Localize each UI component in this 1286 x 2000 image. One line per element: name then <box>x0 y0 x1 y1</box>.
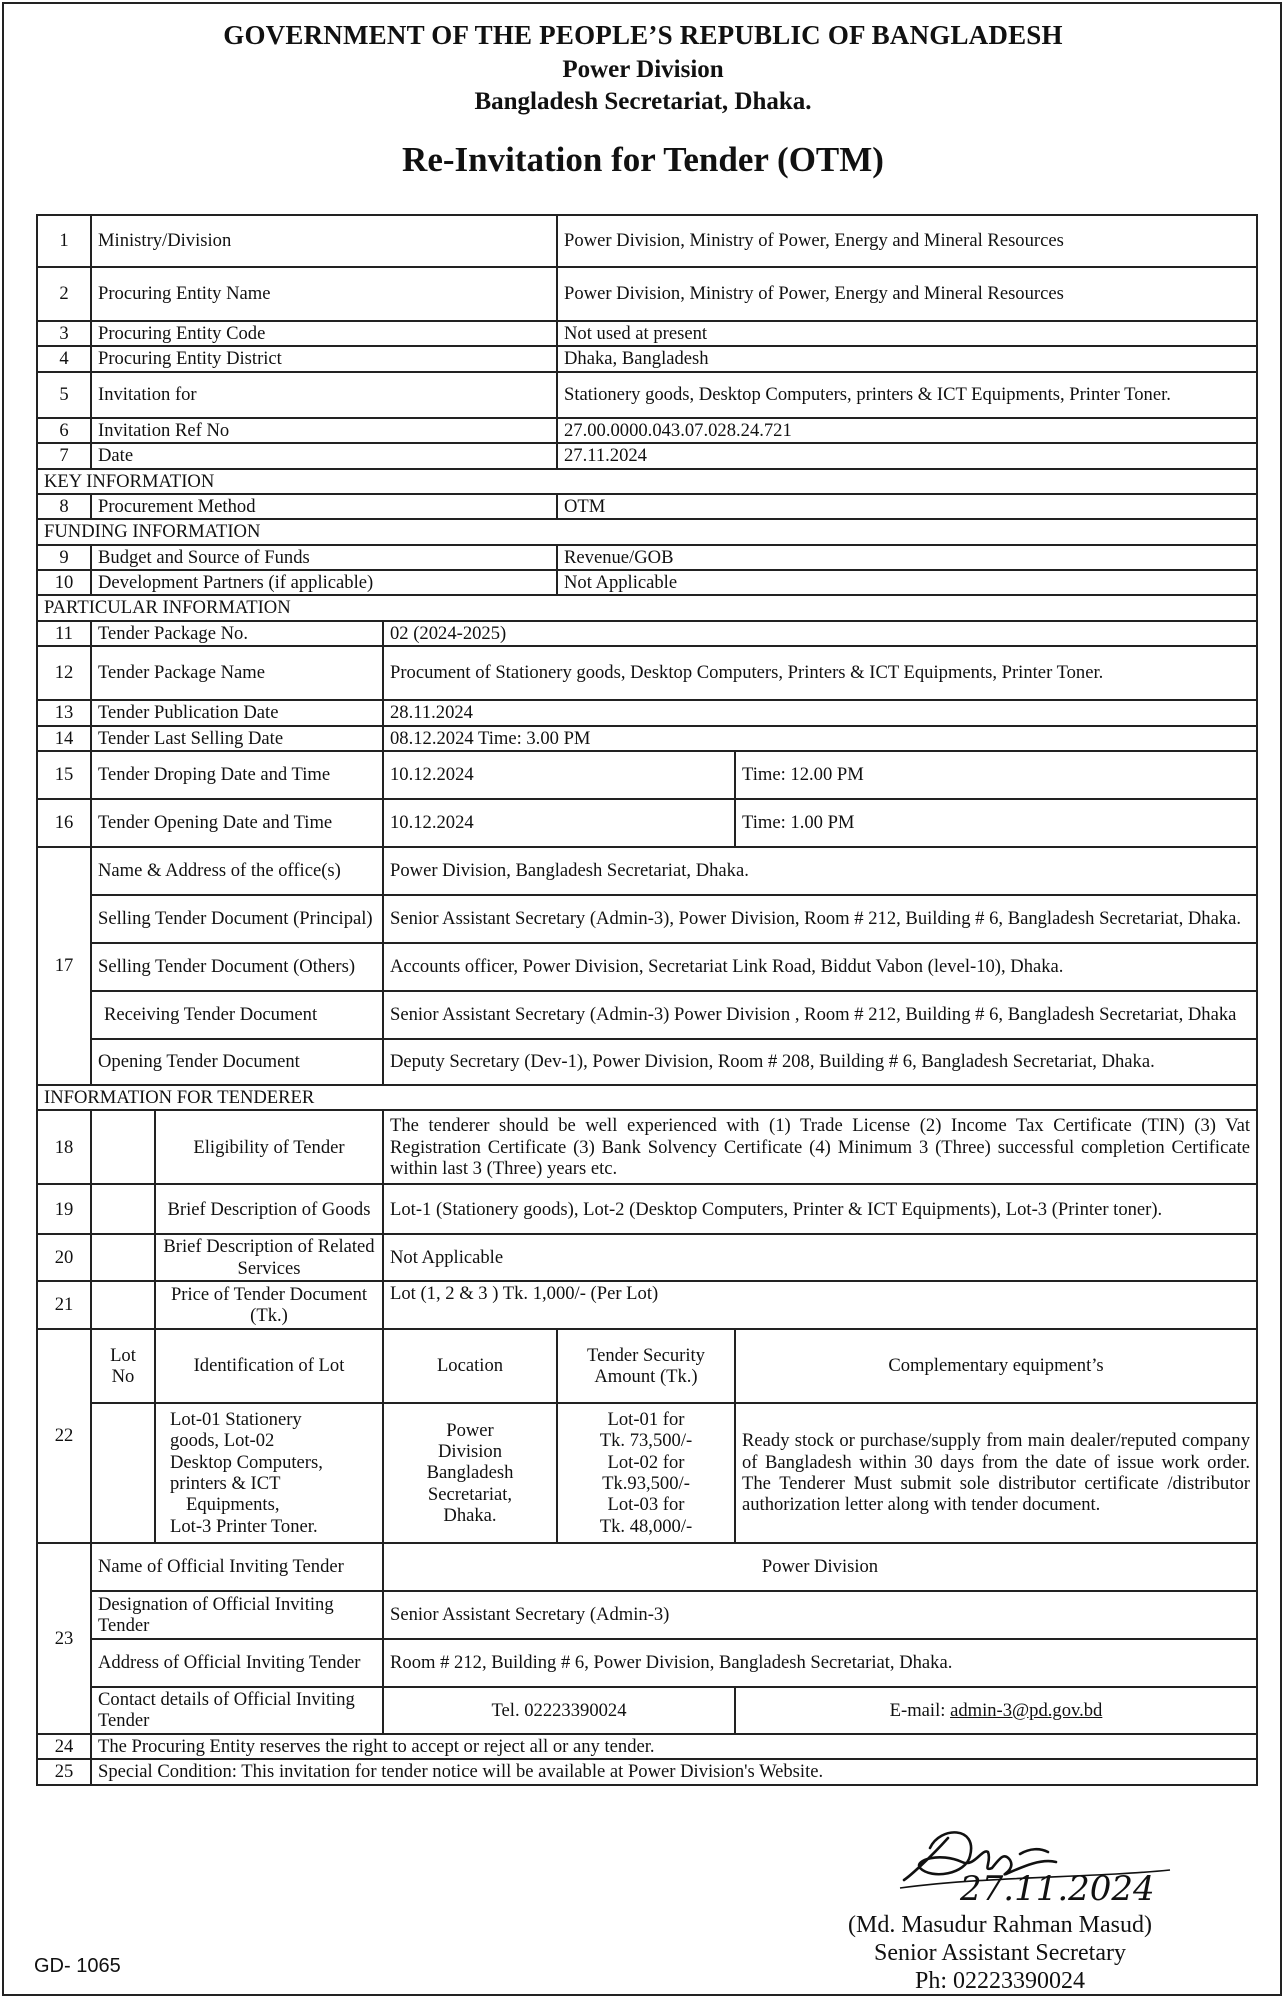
row-number: 22 <box>37 1329 91 1543</box>
row-value: Lot (1, 2 & 3 ) Tk. 1,000/- (Per Lot) <box>383 1281 1257 1329</box>
section-heading: FUNDING INFORMATION <box>37 519 1257 544</box>
row-label: Budget and Source of Funds <box>91 545 557 570</box>
table-row <box>37 321 1257 346</box>
complementary-header: Complementary equipment’s <box>735 1329 1257 1403</box>
table-row <box>37 847 1257 895</box>
row-number: 2 <box>37 267 91 321</box>
empty-cell <box>91 1184 155 1234</box>
row-text: The Procuring Entity reserves the right to accept or reject all or any tender. <box>91 1734 1257 1759</box>
row-number: 10 <box>37 570 91 595</box>
tender-table <box>36 214 1258 1786</box>
signature <box>870 1818 1250 1908</box>
row-label: Ministry/Division <box>91 215 557 267</box>
row-value: Revenue/GOB <box>557 545 1257 570</box>
table-row <box>37 1234 1257 1281</box>
section-row <box>37 519 1257 544</box>
row-number: 21 <box>37 1281 91 1329</box>
row-value: Procument of Stationery goods, Desktop Computers, Printers & ICT Equipments, Printer Toner. <box>383 646 1257 700</box>
row-number: 11 <box>37 621 91 646</box>
table-row <box>37 1110 1257 1184</box>
table-row <box>37 700 1257 725</box>
row-label: Receiving Tender Document <box>91 991 383 1039</box>
lot-location <box>383 1403 557 1543</box>
row-label: Address of Official Inviting Tender <box>91 1639 383 1687</box>
table-row <box>37 751 1257 799</box>
security-line: Tk. 48,000/- <box>599 1515 693 1537</box>
section-row <box>37 1085 1257 1110</box>
row-value: Dhaka, Bangladesh <box>557 346 1257 371</box>
table-row <box>37 621 1257 646</box>
row-label: Selling Tender Document (Principal) <box>91 895 383 943</box>
location-line: Secretariat, <box>427 1483 513 1505</box>
table-row <box>37 1591 1257 1639</box>
section-row <box>37 595 1257 620</box>
section-heading: KEY INFORMATION <box>37 469 1257 494</box>
row-value: Senior Assistant Secretary (Admin-3) <box>383 1591 1257 1639</box>
row-value: The tenderer should be well experienced with (1) Trade License (2) Income Tax Certificate (TIN) (3) Vat Registration Certificate (3) Bank Solvency Certificate (4) Minimum 3 (Three) successful completion Certificate within last 3 (Three) years etc. <box>383 1110 1257 1184</box>
government-heading: GOVERNMENT OF THE PEOPLE’S REPUBLIC OF BANGLADESH <box>223 20 1063 50</box>
signatory-name: (Md. Masudur Rahman Masud) <box>848 1912 1152 1938</box>
row-number: 20 <box>37 1234 91 1281</box>
row-number: 7 <box>37 443 91 468</box>
row-value: Power Division, Bangladesh Secretariat, Dhaka. <box>383 847 1257 895</box>
table-row <box>37 494 1257 519</box>
table-row <box>37 895 1257 943</box>
row-number: 24 <box>37 1734 91 1759</box>
ident-line: Equipments, <box>186 1494 280 1516</box>
row-label: Brief Description of Related Services <box>155 1234 383 1281</box>
row-value: Not used at present <box>557 321 1257 346</box>
row-number: 16 <box>37 799 91 847</box>
row-number: 13 <box>37 700 91 725</box>
signature-date: 27.11.2024 <box>960 1869 1155 1908</box>
table-row <box>37 1403 1257 1543</box>
table-row <box>37 545 1257 570</box>
section-row <box>37 469 1257 494</box>
signatory-designation: Senior Assistant Secretary <box>874 1940 1126 1966</box>
section-heading: INFORMATION FOR TENDERER <box>37 1085 1257 1110</box>
row-value: Senior Assistant Secretary (Admin-3) Power Division , Room # 212, Building # 6, Bangladesh Secretariat, Dhaka <box>383 991 1257 1039</box>
table-row <box>37 646 1257 700</box>
table-row <box>37 1039 1257 1085</box>
row-label: Invitation Ref No <box>91 418 557 443</box>
email-link[interactable]: admin-3@pd.gov.bd <box>950 1699 1103 1721</box>
table-row <box>37 1759 1257 1784</box>
table-row <box>37 215 1257 267</box>
table-row <box>37 267 1257 321</box>
table-row <box>37 799 1257 847</box>
signatory-phone: Ph: 02223390024 <box>914 1968 1085 1994</box>
row-number: 23 <box>37 1543 91 1734</box>
row-value: Stationery goods, Desktop Computers, printers & ICT Equipments, Printer Toner. <box>557 372 1257 418</box>
row-label: Name & Address of the office(s) <box>91 847 383 895</box>
row-value: Room # 212, Building # 6, Power Division, Bangladesh Secretariat, Dhaka. <box>383 1639 1257 1687</box>
row-value: Power Division, Ministry of Power, Energy and Mineral Resources <box>557 267 1257 321</box>
row-value: 27.11.2024 <box>557 443 1257 468</box>
row-label: Date <box>91 443 557 468</box>
lot-identification <box>155 1403 383 1543</box>
security-header: Tender Security Amount (Tk.) <box>557 1329 735 1403</box>
identification-header: Identification of Lot <box>155 1329 383 1403</box>
row-number: 8 <box>37 494 91 519</box>
row-time: Time: 12.00 PM <box>735 751 1257 799</box>
location-line: Power <box>446 1419 494 1441</box>
page-title: Re-Invitation for Tender (OTM) <box>402 140 884 179</box>
row-number: 19 <box>37 1184 91 1234</box>
security-line: Lot-01 for <box>607 1408 685 1430</box>
row-number: 9 <box>37 545 91 570</box>
table-row <box>37 1281 1257 1329</box>
table-row <box>37 443 1257 468</box>
row-number: 12 <box>37 646 91 700</box>
empty-cell <box>91 1403 155 1543</box>
row-number: 4 <box>37 346 91 371</box>
row-value: Not Applicable <box>557 570 1257 595</box>
row-value: 08.12.2024 Time: 3.00 PM <box>383 726 1257 751</box>
row-number: 17 <box>37 847 91 1085</box>
empty-cell <box>91 1281 155 1329</box>
table-row <box>37 570 1257 595</box>
lot-no-header: Lot No <box>91 1329 155 1403</box>
row-value: 10.12.2024 <box>383 751 735 799</box>
ident-line: Lot-3 Printer Toner. <box>170 1515 318 1537</box>
row-label: Procuring Entity District <box>91 346 557 371</box>
ident-line: Desktop Computers, <box>170 1451 323 1473</box>
row-label: Procuring Entity Code <box>91 321 557 346</box>
row-value: Power Division <box>383 1543 1257 1591</box>
row-label: Designation of Official Inviting Tender <box>91 1591 383 1639</box>
row-time: Time: 1.00 PM <box>735 799 1257 847</box>
row-label: Tender Droping Date and Time <box>91 751 383 799</box>
row-label: Price of Tender Document (Tk.) <box>155 1281 383 1329</box>
row-number: 5 <box>37 372 91 418</box>
table-row <box>37 1543 1257 1591</box>
table-row <box>37 372 1257 418</box>
lot-security <box>557 1403 735 1543</box>
row-number: 1 <box>37 215 91 267</box>
row-label: Tender Package Name <box>91 646 383 700</box>
row-label: Name of Official Inviting Tender <box>91 1543 383 1591</box>
table-row <box>37 726 1257 751</box>
security-line: Lot-03 for <box>607 1494 685 1516</box>
row-number: 14 <box>37 726 91 751</box>
row-value: 27.00.0000.043.07.028.24.721 <box>557 418 1257 443</box>
division-heading: Power Division <box>562 56 724 83</box>
table-row <box>37 1639 1257 1687</box>
table-row <box>37 418 1257 443</box>
row-value: Power Division, Ministry of Power, Energy and Mineral Resources <box>557 215 1257 267</box>
security-line: Tk.93,500/- <box>602 1473 690 1494</box>
row-number: 15 <box>37 751 91 799</box>
table-row <box>37 1734 1257 1759</box>
row-label: Contact details of Official Inviting Tender <box>91 1687 383 1734</box>
row-value: Not Applicable <box>383 1234 1257 1281</box>
row-value: 10.12.2024 <box>383 799 735 847</box>
row-label: Brief Description of Goods <box>155 1184 383 1234</box>
row-value: Deputy Secretary (Dev-1), Power Division, Room # 208, Building # 6, Bangladesh Secretariat, Dhaka. <box>383 1039 1257 1085</box>
empty-cell <box>91 1234 155 1281</box>
security-line: Lot-02 for <box>607 1451 685 1473</box>
row-number: 3 <box>37 321 91 346</box>
ident-line: goods, Lot-02 <box>170 1430 275 1452</box>
row-text: Special Condition: This invitation for tender notice will be available at Power Division's Website. <box>91 1759 1257 1784</box>
secretariat-heading: Bangladesh Secretariat, Dhaka. <box>474 88 812 115</box>
row-value: OTM <box>557 494 1257 519</box>
section-heading: PARTICULAR INFORMATION <box>37 595 1257 620</box>
table-row <box>37 1687 1257 1734</box>
contact-tel: Tel. 02223390024 <box>383 1687 735 1734</box>
row-label: Tender Opening Date and Time <box>91 799 383 847</box>
location-line: Division <box>437 1440 503 1462</box>
table-row <box>37 943 1257 991</box>
table-row <box>37 346 1257 371</box>
row-value: 02 (2024-2025) <box>383 621 1257 646</box>
ident-line: printers & ICT <box>170 1473 281 1494</box>
row-value: Accounts officer, Power Division, Secretariat Link Road, Biddut Vabon (level-10), Dhaka. <box>383 943 1257 991</box>
row-label: Procuring Entity Name <box>91 267 557 321</box>
row-label: Eligibility of Tender <box>155 1110 383 1184</box>
location-header: Location <box>383 1329 557 1403</box>
row-label: Opening Tender Document <box>91 1039 383 1085</box>
row-number: 18 <box>37 1110 91 1184</box>
row-number: 25 <box>37 1759 91 1784</box>
location-line: Bangladesh <box>426 1462 514 1484</box>
security-line: Tk. 73,500/- <box>599 1430 693 1452</box>
row-label: Tender Package No. <box>91 621 383 646</box>
row-label: Tender Last Selling Date <box>91 726 383 751</box>
row-label: Tender Publication Date <box>91 700 383 725</box>
ident-line: Lot-01 Stationery <box>170 1408 302 1430</box>
row-label: Procurement Method <box>91 494 557 519</box>
row-label: Selling Tender Document (Others) <box>91 943 383 991</box>
row-label: Invitation for <box>91 372 557 418</box>
table-row <box>37 1329 1257 1403</box>
email-prefix: E-mail: <box>889 1699 951 1721</box>
footer-code: GD- 1065 <box>34 1955 121 1977</box>
row-value: Lot-1 (Stationery goods), Lot-2 (Desktop Computers, Printer & ICT Equipments), Lot-3 (Printer toner). <box>383 1184 1257 1234</box>
row-value: 28.11.2024 <box>383 700 1257 725</box>
row-value: Senior Assistant Secretary (Admin-3), Power Division, Room # 212, Building # 6, Bangladesh Secretariat, Dhaka. <box>383 895 1257 943</box>
table-row <box>37 1184 1257 1234</box>
row-label: Development Partners (if applicable) <box>91 570 557 595</box>
contact-email-cell <box>735 1687 1257 1734</box>
lot-complementary: Ready stock or purchase/supply from main dealer/reputed company of Bangladesh within 30 days from the date of issue work order. The Tenderer Must submit sole distributor certificate /distributor authorization letter along with tender document. <box>735 1403 1257 1543</box>
row-number: 6 <box>37 418 91 443</box>
table-row <box>37 991 1257 1039</box>
empty-cell <box>91 1110 155 1184</box>
location-line: Dhaka. <box>443 1505 497 1527</box>
